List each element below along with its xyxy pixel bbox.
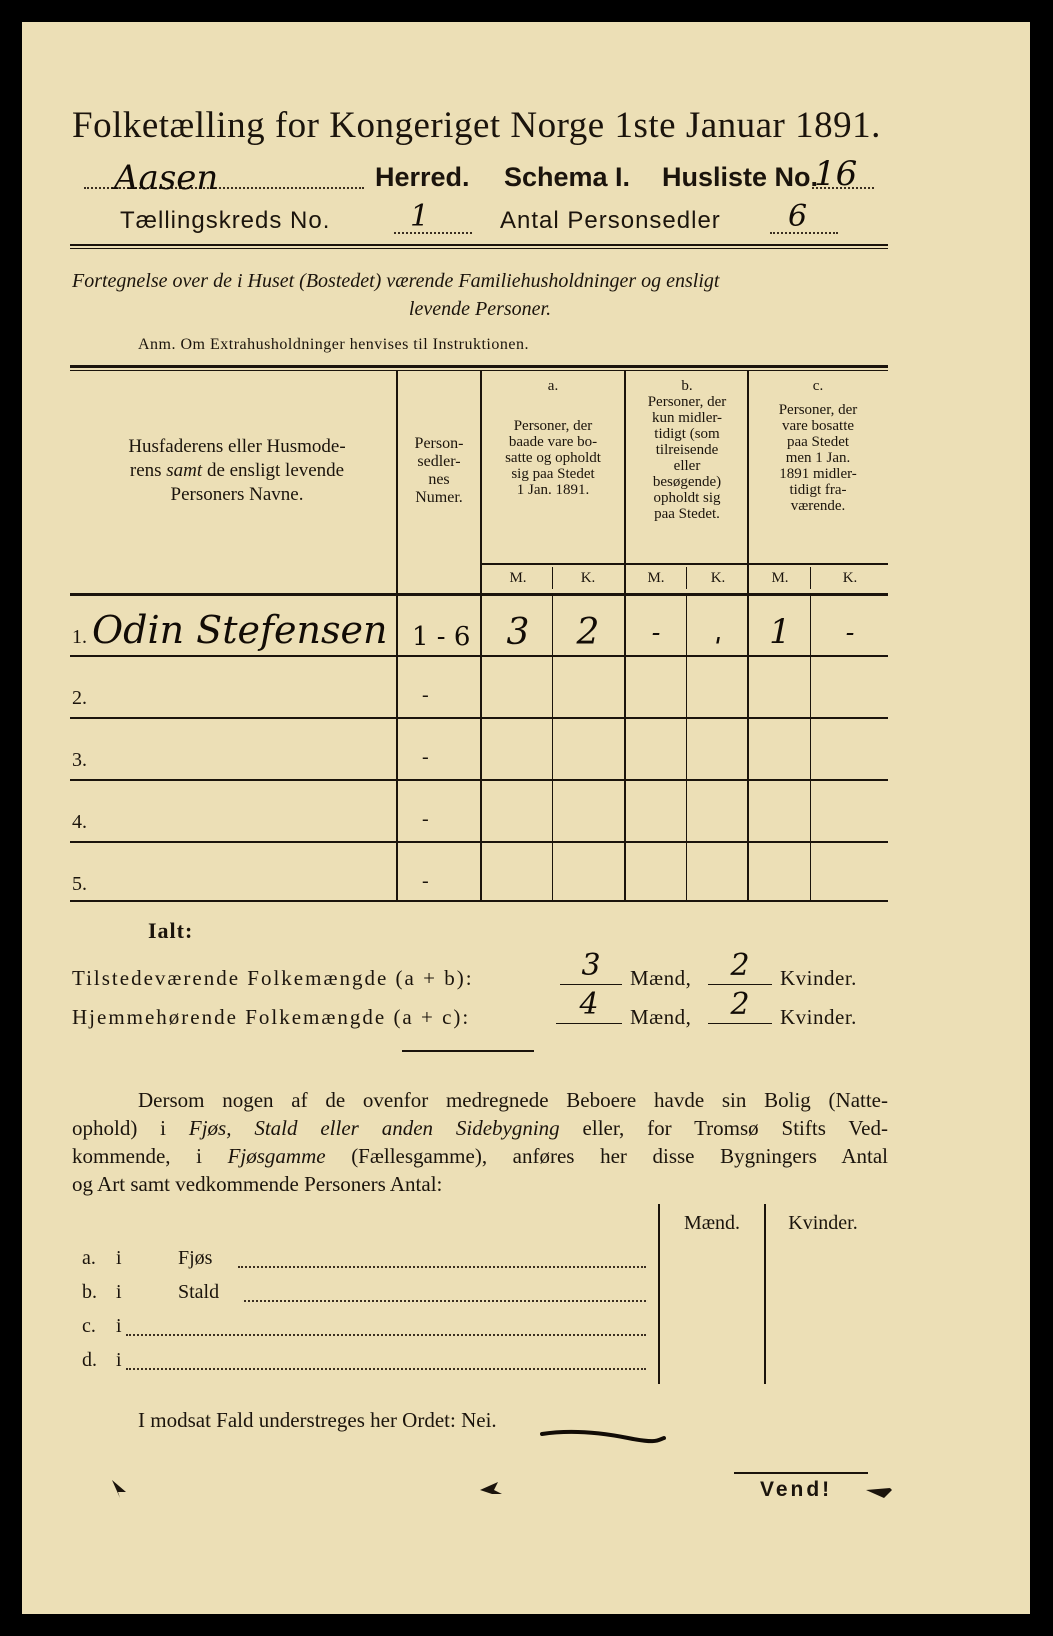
row-1-number: 1.: [72, 626, 87, 648]
row-1-a-m[interactable]: 3: [506, 612, 530, 653]
c-k-label: K.: [842, 570, 858, 586]
col-b-letter: b.: [681, 378, 693, 394]
col-num-l3: nes: [428, 471, 450, 488]
vline-b-mk: [686, 596, 687, 900]
vend-rule: [734, 1472, 868, 1474]
kreds-dotted-line: [394, 232, 472, 234]
row-5-number: 5.: [72, 873, 87, 895]
intro-line-2: levende Personer.: [408, 298, 552, 320]
a-m-label: M.: [509, 570, 527, 586]
row-1-c-k[interactable]: -: [845, 618, 855, 648]
para-line-3-b: Fjøsgamme: [227, 1144, 326, 1168]
row-1-c-m[interactable]: 1: [769, 612, 791, 652]
outb-row-d-prep: i: [116, 1349, 122, 1371]
outb-row-b-dots: [244, 1300, 646, 1302]
form-title: Folketælling for Kongeriget Norge 1ste Januar 1891.: [72, 105, 881, 146]
col-num-l4: Numer.: [415, 489, 463, 506]
col-c-l1: Personer, der: [778, 402, 858, 418]
para-line-2: [72, 1114, 888, 1142]
tilstede-maend-line: [560, 984, 622, 985]
tilstede-label: Tilstedeværende Folkemængde (a + b):: [72, 966, 474, 990]
vline-num-a: [480, 370, 482, 900]
para-line-1: Dersom nogen af de ovenfor medregnede Beboere havde sin Bolig (Natte-: [138, 1088, 888, 1112]
col-c-letter: c.: [812, 378, 824, 394]
col-name-header-line3: Personers Navne.: [170, 484, 304, 505]
tilstede-kvinder-word: Kvinder.: [780, 966, 857, 990]
husliste-label: Husliste No.: [662, 162, 819, 192]
hjemme-kvinder-line: [708, 1023, 772, 1024]
personsedler-label: Antal Personsedler: [500, 207, 721, 234]
row-2-number: 2.: [72, 687, 87, 709]
para-line-4: og Art samt vedkommende Personers Antal:: [72, 1172, 443, 1196]
row-1-personsedler-num[interactable]: 1 - 6: [412, 622, 471, 652]
row-4-number: 4.: [72, 811, 87, 833]
vline-name-num: [396, 370, 398, 900]
col-a-l4: sig paa Stedet: [511, 466, 595, 482]
vend-text: Vend!: [760, 1478, 833, 1501]
tilstede-kvinder-line: [708, 984, 772, 985]
outb-row-c-letter: c.: [82, 1315, 96, 1337]
outb-col-maend: Mænd.: [683, 1212, 741, 1234]
col-c-l2: vare bosatte: [781, 418, 855, 434]
outb-row-d-dots: [126, 1368, 646, 1370]
para-line-3-c: (Fællesgamme), anføres her disse Bygningers Antal: [325, 1144, 888, 1168]
para-line-2-b: Fjøs, Stald eller anden Sidebygning: [188, 1116, 560, 1140]
kreds-label: Tællingskreds No.: [120, 207, 331, 234]
nei-word[interactable]: Nei.: [461, 1408, 497, 1432]
col-a-l5: 1 Jan. 1891.: [516, 482, 590, 498]
row-1-rule: [70, 655, 888, 657]
col-name-part-a: rens: [129, 460, 167, 481]
vline-a-mk: [552, 596, 553, 900]
col-num-l1: Person-: [414, 435, 464, 452]
row-1-a-k[interactable]: 2: [576, 612, 600, 653]
modsat-label: I modsat Fald understreges her Ordet:: [138, 1408, 456, 1432]
col-name-header-line1: Husfaderens eller Husmode-: [128, 436, 346, 457]
col-c-l7: værende.: [790, 498, 846, 514]
outb-row-c-dots: [126, 1334, 646, 1336]
tilstede-maend-value[interactable]: 3: [581, 948, 601, 983]
para-line-2-c: eller, for Tromsø Stifts Ved-: [559, 1116, 889, 1140]
row-4-rule: [70, 841, 888, 843]
outb-row-a-dots: [238, 1266, 646, 1268]
col-a-letter: a.: [547, 378, 559, 394]
col-b-l3: tidigt (som: [654, 426, 720, 442]
a-mk-tick: [552, 567, 553, 589]
hjemme-maend-value[interactable]: 4: [579, 987, 599, 1022]
outb-row-b-letter: b.: [82, 1281, 97, 1303]
col-b-l6: besøgende): [652, 474, 722, 490]
col-c-l4: men 1 Jan.: [785, 450, 851, 466]
table-bottom-rule: [70, 900, 888, 902]
row-3-number: 3.: [72, 749, 87, 771]
outb-row-a-prep: i: [116, 1247, 122, 1269]
modsat-fald-text: [138, 1408, 497, 1433]
hjemme-kvinder-value[interactable]: 2: [730, 987, 750, 1022]
c-mk-tick: [810, 567, 811, 589]
col-a-l3: satte og opholdt: [505, 450, 601, 466]
vline-c-mk: [810, 596, 811, 900]
para-line-3-a: kommende, i: [72, 1144, 228, 1168]
outb-col-kvinder: Kvinder.: [788, 1212, 858, 1234]
col-a-header: [482, 378, 624, 498]
col-num-header: [398, 435, 480, 507]
row-1-b-k[interactable]: ˌ: [714, 618, 722, 648]
outbuildings-paragraph: [72, 1086, 888, 1198]
col-a-l2: baade vare bo-: [508, 434, 598, 450]
row-1-name[interactable]: Odin Stefensen: [92, 608, 388, 652]
col-name-part-b: samt: [166, 460, 203, 481]
col-a-spacer: [482, 394, 624, 418]
hjemme-kvinder-word: Kvinder.: [780, 1005, 857, 1029]
col-b-l2: kun midler-: [651, 410, 723, 426]
col-b-l8: paa Stedet.: [654, 506, 720, 522]
ialt-label: Ialt:: [148, 918, 194, 943]
outb-row-d-letter: d.: [82, 1349, 97, 1371]
kreds-handwritten[interactable]: 1: [410, 199, 430, 234]
hjemme-maend-line: [556, 1023, 622, 1024]
row-3-rule: [70, 779, 888, 781]
corner-mark-right-icon: [864, 1478, 896, 1502]
nei-underline-stroke: [538, 1426, 668, 1444]
col-b-header: [626, 378, 748, 522]
hjemme-label: Hjemmehørende Folkemængde (a + c):: [72, 1005, 471, 1029]
col-c-l3: paa Stedet: [786, 434, 850, 450]
row-3-num: -: [422, 746, 429, 768]
row-1-b-m[interactable]: -: [651, 618, 661, 648]
col-c-spacer: [748, 394, 888, 402]
outb-row-a-label: Fjøs: [178, 1247, 213, 1269]
col-a-l1: Personer, der: [513, 418, 593, 434]
col-b-l5: eller: [673, 458, 701, 474]
c-m-label: M.: [771, 570, 789, 586]
herred-label: Herred.: [375, 162, 470, 192]
row-4-num: -: [422, 808, 429, 830]
outb-row-b-prep: i: [116, 1281, 122, 1303]
tilstede-maend-word: Mænd,: [630, 966, 692, 990]
col-num-l2: sedler-: [417, 453, 461, 470]
corner-mark-left-icon: [108, 1478, 130, 1500]
col-name-header: [72, 435, 402, 507]
col-c-l6: tidigt fra-: [789, 482, 847, 498]
tilstede-kvinder-value[interactable]: 2: [730, 948, 750, 983]
section-divider: [402, 1050, 534, 1052]
header-rule-bottom: [70, 248, 888, 249]
intro-line-1: Fortegnelse over de i Huset (Bostedet) værende Familiehusholdninger og ensligt: [72, 270, 720, 292]
table-top-rule: [70, 365, 888, 368]
census-form-sheet: [22, 22, 1030, 1614]
outb-row-b-label: Stald: [178, 1281, 220, 1303]
table-top-rule-thin: [70, 370, 888, 371]
col-name-part-c: de ensligt levende: [202, 460, 345, 481]
b-m-label: M.: [647, 570, 665, 586]
para-line-3: [72, 1142, 888, 1170]
herred-handwritten[interactable]: Aasen: [114, 158, 219, 198]
header-rule-top: [70, 244, 888, 246]
col-b-l1: Personer, der: [647, 394, 727, 410]
mk-subheader-rule: [482, 563, 888, 565]
row-2-rule: [70, 717, 888, 719]
personsedler-handwritten[interactable]: 6: [788, 199, 808, 234]
col-b-l7: opholdt sig: [653, 490, 721, 506]
col-b-l4: tilreisende: [655, 442, 719, 458]
b-mk-tick: [686, 567, 687, 589]
schema-label: Schema I.: [504, 162, 631, 192]
husliste-handwritten[interactable]: 16: [814, 154, 858, 194]
outb-vline-right: [764, 1204, 766, 1384]
col-c-header: [748, 378, 888, 514]
col-c-l5: 1891 midler-: [779, 466, 857, 482]
col-name-header-line2: [72, 459, 402, 483]
outb-row-a-letter: a.: [82, 1247, 96, 1269]
row-5-num: -: [422, 870, 429, 892]
outb-row-c-prep: i: [116, 1315, 122, 1337]
outb-vline-left: [658, 1204, 660, 1384]
para-line-2-a: ophold) i: [72, 1116, 189, 1140]
table-header-bottom-rule: [70, 593, 888, 596]
anm-note: Anm. Om Extrahusholdninger henvises til Instruktionen.: [138, 336, 529, 353]
a-k-label: K.: [580, 570, 596, 586]
hjemme-maend-word: Mænd,: [630, 1005, 692, 1029]
b-k-label: K.: [710, 570, 726, 586]
corner-mark-center-icon: [478, 1478, 506, 1500]
row-2-num: -: [422, 684, 429, 706]
